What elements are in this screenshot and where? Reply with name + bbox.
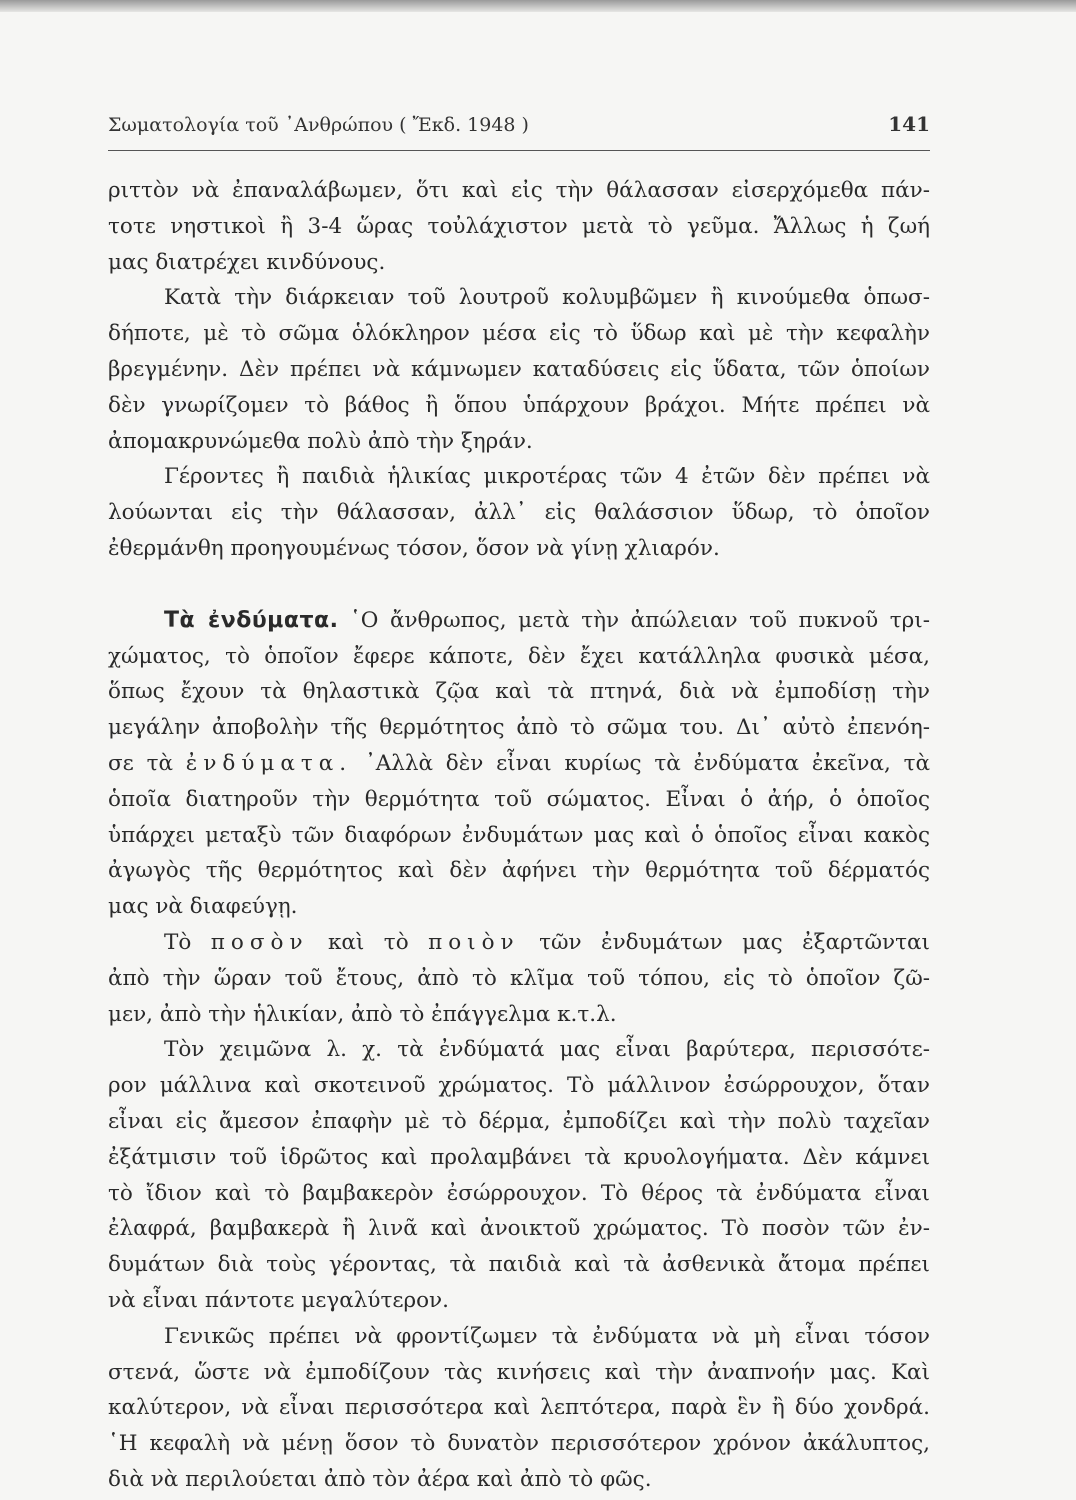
text-line: δήποτε, μὲ τὸ σῶμα ὁλόκληρον μέσα εἰς τὸ ὕδωρ καὶ μὲ τὴν κεφαλὴν [108, 321, 930, 347]
section-gap [108, 567, 930, 603]
running-title: Σωματολογία τοῦ ᾿Ανθρώπου ( Ἔκδ. 1948 ) [108, 114, 529, 136]
text-line: ἀπὸ τὴν ὥραν τοῦ ἔτους, ἀπὸ τὸ κλῖμα τοῦ τόπου, εἰς τὸ ὁποῖον ζῶ- [108, 965, 930, 991]
text-line [108, 925, 930, 961]
text-line: βρεγμένην. Δὲν πρέπει νὰ κάμνωμεν καταδύσεις εἰς ὕδατα, τῶν ὁποίων [108, 356, 930, 382]
text-line: Τὸν χειμῶνα λ. χ. τὰ ἐνδύματά μας εἶναι βαρύτερα, περισσότε- [164, 1037, 930, 1063]
text-line: ριττὸν νὰ ἐπαναλάβωμεν, ὅτι καὶ εἰς τὴν θάλασσαν εἰσερχόμεθα πάν- [108, 178, 930, 203]
running-header [108, 112, 930, 148]
text-line: τοτε νηστικοὶ ἢ 3-4 ὥρας τοὐλάχιστον μετὰ τὸ γεῦμα. Ἄλλως ἡ ζωή [108, 213, 930, 239]
spaced-term: ποσὸν [210, 929, 309, 955]
text-line: ὁποῖα διατηροῦν τὴν θερμότητα τοῦ σώματος. Εἶναι ὁ ἀήρ, ὁ ὁποῖος [108, 786, 930, 812]
text-line: χώματος, τὸ ὁποῖον ἔφερε κάποτε, δὲν ἔχει κατάλληλα φυσικὰ μέσα, [108, 643, 930, 669]
text-line: Γενικῶς πρέπει νὰ φροντίζωμεν τὰ ἐνδύματα νὰ μὴ εἶναι τόσον [164, 1323, 930, 1349]
text-line: ἐλαφρά, βαμβακερὰ ἢ λινᾶ καὶ ἀνοικτοῦ χρώματος. Τὸ ποσὸν τῶν ἐν- [108, 1216, 930, 1242]
text-line: καλύτερον, νὰ εἶναι περισσότερα καὶ λεπτότερα, παρὰ ἓν ἢ δύο χονδρά. [108, 1395, 930, 1421]
text-line: στενά, ὥστε νὰ ἐμποδίζουν τὰς κινήσεις καὶ τὴν ἀναπνοήν μας. Καὶ [108, 1359, 930, 1385]
text-line: ὅπως ἔχουν τὰ θηλαστικὰ ζῷα καὶ τὰ πτηνά, διὰ νὰ ἐμποδίσῃ τὴν [108, 679, 930, 705]
text-fragment: σε τὰ [108, 750, 173, 776]
scan-edge [0, 0, 1076, 12]
text-line: εἶναι εἰς ἄμεσον ἐπαφὴν μὲ τὸ δέρμα, ἐμποδίζει καὶ τὴν πολὺ ταχεῖαν [108, 1108, 930, 1134]
text-line: ἐξάτμισιν τοῦ ἱδρῶτος καὶ προλαμβάνει τὰ κρυολογήματα. Δὲν κάμνει [108, 1144, 930, 1170]
spaced-term: ποιὸν [428, 929, 520, 955]
text-line: ἀγωγὸς τῆς θερμότητος καὶ δὲν ἀφήνει τὴν θερμότητα τοῦ δέρματός [108, 858, 930, 884]
text-fragment: καὶ τὸ [327, 929, 409, 955]
text-fragment: ῾Ο ἄνθρωπος, μετὰ τὴν ἀπώλειαν τοῦ πυκνοῦ τρι- [350, 607, 930, 633]
text-line: ρον μάλλινα καὶ σκοτεινοῦ χρώματος. Τὸ μάλλινον ἐσώρρουχον, ὅταν [108, 1073, 930, 1099]
text-line: μεν, ἀπὸ τὴν ἡλικίαν, ἀπὸ τὸ ἐπάγγελμα κ.τ.λ. [108, 1001, 617, 1027]
section-title: Τὰ ἐνδύματα. [164, 607, 339, 633]
text-line: μας διατρέχει κινδύνους. [108, 249, 386, 275]
text-line: ὑπάρχει μεταξὺ τῶν διαφόρων ἐνδυμάτων μας καὶ ὁ ὁποῖος εἶναι κακὸς [108, 822, 930, 848]
spaced-term: ἐνδύματα. [185, 750, 353, 776]
text-line: δυμάτων διὰ τοὺς γέροντας, τὰ παιδιὰ καὶ τὰ ἀσθενικὰ ἄτομα πρέπει [108, 1252, 930, 1278]
text-line: τὸ ἴδιον καὶ τὸ βαμβακερὸν ἐσώρρουχον. Τὸ θέρος τὰ ἐνδύματα εἶναι [108, 1180, 930, 1206]
page-number: 141 [888, 112, 930, 136]
text-line: ἀπομακρυνώμεθα πολὺ ἀπὸ τὴν ξηράν. [108, 428, 533, 454]
text-line: νὰ εἶναι πάντοτε μεγαλύτερον. [108, 1287, 449, 1313]
page-body [108, 173, 930, 1498]
header-rule [108, 150, 930, 151]
text-line: ῾Η κεφαλὴ νὰ μένῃ ὅσον τὸ δυνατὸν περισσότερον χρόνον ἀκάλυπτος, [108, 1431, 930, 1457]
text-line [108, 746, 930, 782]
section-heading-line [108, 603, 930, 639]
text-line: Γέροντες ἢ παιδιὰ ἡλικίας μικροτέρας τῶν 4 ἐτῶν δὲν πρέπει νὰ [164, 464, 930, 490]
text-line: μεγάλην ἀποβολὴν τῆς θερμότητος ἀπὸ τὸ σῶμα του. Δι᾿ αὐτὸ ἐπενόη- [108, 715, 930, 741]
text-line: δὲν γνωρίζομεν τὸ βάθος ἢ ὅπου ὑπάρχουν βράχοι. Μήτε πρέπει νὰ [108, 392, 930, 418]
text-line: λούωνται εἰς τὴν θάλασσαν, ἀλλ᾿ εἰς θαλάσσιον ὕδωρ, τὸ ὁποῖον [108, 500, 930, 526]
text-line: μας νὰ διαφεύγῃ. [108, 894, 298, 920]
text-fragment: Τὸ [164, 929, 192, 955]
text-line: ἐθερμάνθη προηγουμένως τόσον, ὅσον νὰ γίνῃ χλιαρόν. [108, 535, 720, 561]
text-fragment: τῶν ἐνδυμάτων μας ἐξαρτῶνται [539, 929, 930, 955]
text-line: διὰ νὰ περιλούεται ἀπὸ τὸν ἀέρα καὶ ἀπὸ τὸ φῶς. [108, 1466, 652, 1492]
text-fragment: ᾿Αλλὰ δὲν εἶναι κυρίως τὰ ἐνδύματα ἐκεῖνα, τὰ [364, 750, 930, 776]
text-line: Κατὰ τὴν διάρκειαν τοῦ λουτροῦ κολυμβῶμεν ἢ κινούμεθα ὁπωσ- [164, 285, 930, 311]
